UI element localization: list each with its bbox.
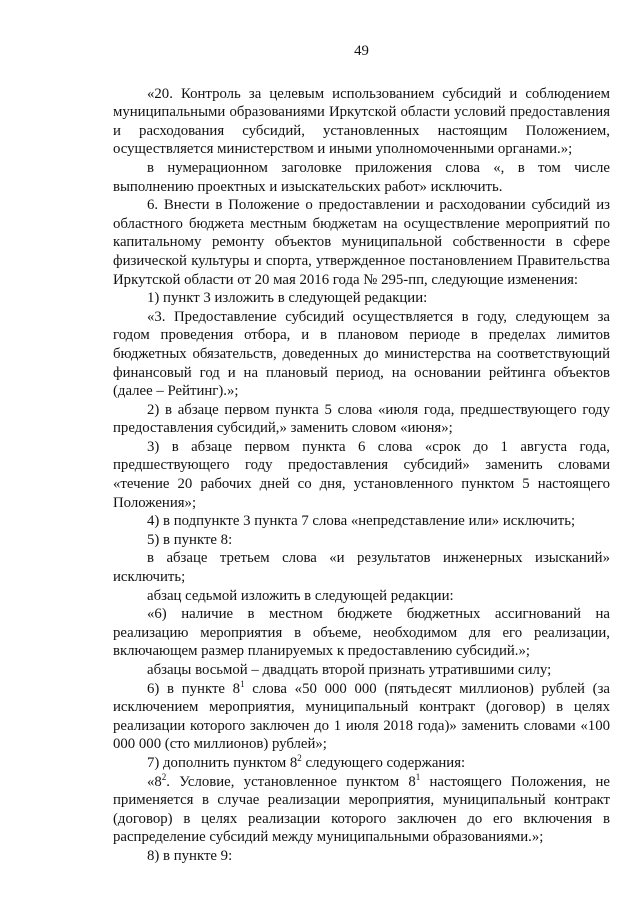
superscript: 2	[297, 753, 302, 764]
paragraph: 3) в абзаце первом пункта 6 слова «срок до 1 августа года, предшествующего году предоставления субсидий» заменить словами «течение 20 рабочих дней со дня, установленного пунктом 5 настоящего Положения»;	[113, 438, 610, 511]
page-number: 49	[354, 43, 369, 59]
paragraph: 1) пункт 3 изложить в следующей редакции:	[147, 290, 428, 307]
paragraph: в абзаце третьем слова «и результатов инженерных изысканий» исключить;	[113, 550, 610, 586]
paragraph-text: слова «50 000 000 (пятьдесят миллионов) рублей (за исключением мероприятия, муниципальный контракт (договор) в целях реализации которого заключен до 1 июля 2018 года)» заменить словами «100 000 000 (сто миллионов) рублей»;	[113, 680, 611, 753]
paragraph: 4) в подпункте 3 пункта 7 слова «непредставление или» исключить;	[147, 513, 576, 530]
paragraph: «6) наличие в местном бюджете бюджетных ассигнований на реализацию мероприятия в объеме, необходимом для его реализации, включающем размер планируемых к предоставлению субсидий.»;	[113, 606, 610, 660]
paragraph: абзац седьмой изложить в следующей редакции:	[147, 587, 454, 604]
paragraph: абзацы восьмой – двадцать второй признать утратившими силу;	[147, 662, 552, 678]
paragraph: 2) в абзаце первом пункта 5 слова «июля года, предшествующего году предоставления субсидий,» заменить словом «июня»;	[113, 401, 610, 437]
paragraph: «20. Контроль за целевым использованием субсидий и соблюдением муниципальными образованиями Иркутской области условий предоставления и расходования субсидий, установленных настоящим Положением, осуществляется министерством и иными уполномоченными органами.»;	[113, 85, 610, 158]
superscript: 1	[415, 771, 421, 782]
paragraph	[113, 773, 610, 847]
paragraph: 5) в пункте 8:	[147, 531, 233, 548]
paragraph	[113, 680, 610, 754]
paragraph-text: 7) дополнить пунктом 8	[147, 754, 298, 771]
paragraph-text: настоящего Положения, не применяется в случае реализации мероприятия, муниципальный контракт (договор) в целях реализации которого заключен до его включения в распределение субсидий между муниципальными образованиями.»;	[113, 773, 610, 846]
superscript: 1	[240, 678, 245, 689]
paragraph-text: следующего содержания:	[301, 754, 466, 771]
superscript: 2	[161, 771, 167, 782]
paragraph: «3. Предоставление субсидий осуществляется в году, следующем за годом проведения отбора, и в плановом периоде в пределах лимитов бюджетных обязательств, доведенных до министерства на соответствующий финансовый год и на плановый период, на основании рейтинга объектов (далее – Рейтинг).»;	[113, 308, 610, 400]
paragraph: в нумерационном заголовке приложения слова «, в том числе выполнению проектных и изыскательских работ» исключить.	[113, 159, 610, 195]
paragraph-text: «8	[147, 773, 162, 790]
paragraph-text: 6) в пункте 8	[147, 680, 241, 697]
paragraph	[113, 754, 610, 773]
paragraph: 6. Внести в Положение о предоставлении и расходовании субсидий из областного бюджета местным бюджетам на осуществление мероприятий по капитальному ремонту объектов муниципальной собственности в сфере физической культуры и спорта, утвержденное постановлением Правительства Иркутской области от 20 мая 2016 года № 295-пп, следующие изменения:	[113, 197, 610, 288]
paragraph: 8) в пункте 9:	[147, 847, 233, 864]
paragraph-text: . Условие, установленное пунктом 8	[166, 773, 416, 790]
